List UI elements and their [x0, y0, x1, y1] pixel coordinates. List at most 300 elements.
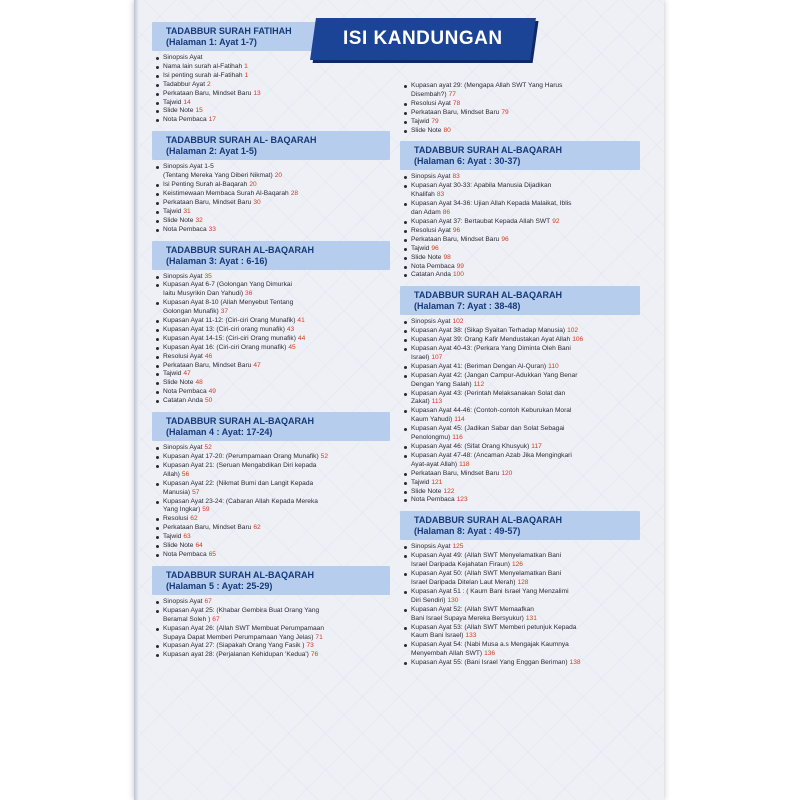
toc-entry-text: Kupasan ayat 28: (Perjalanan Kehidupan 'Kedua')	[163, 651, 309, 659]
toc-entry	[402, 552, 640, 561]
toc-entry	[154, 226, 390, 235]
toc-entry	[402, 488, 640, 497]
toc-entry	[402, 327, 640, 336]
toc-page-number: 52	[204, 444, 212, 452]
toc-page-number: 96	[431, 244, 439, 252]
page-spine-shadow	[134, 0, 139, 800]
toc-page-number: 67	[204, 597, 212, 605]
toc-entry	[154, 299, 390, 308]
toc-entry	[402, 588, 640, 597]
toc-page-number: 15	[195, 107, 203, 115]
toc-entry-text: Slide Note	[163, 542, 194, 550]
toc-entry-text: Tajwid	[411, 117, 430, 125]
toc-page-number: 47	[253, 361, 261, 369]
toc-entry	[402, 218, 640, 227]
toc-page-number: 80	[443, 126, 451, 134]
toc-entry	[154, 281, 390, 290]
toc-entry-text: Beramal Soleh )	[163, 615, 211, 623]
toc-page-number: 31	[183, 207, 191, 215]
toc-entry-text: Kupasan Ayat 49: (Allah SWT Menyelamatkan Bani	[411, 552, 562, 560]
toc-entry-text: Kupasan Ayat 40-43: (Perkara Yang Diminta Oleh Bani	[411, 345, 571, 353]
toc-entry	[154, 326, 390, 335]
section-subtitle: (Halaman 7: Ayat : 38-48)	[414, 301, 521, 312]
toc-entry-text: Kupasan Ayat 34-36: Ujian Allah Kepada Malaikat, Iblis	[411, 200, 572, 208]
toc-entry-text: Kupasan Ayat 45: (Jadikan Sabar dan Solat Sebagai	[411, 425, 565, 433]
toc-page-number: 33	[208, 225, 216, 233]
toc-entry-text: Perkataan Baru, Mindset Baru	[163, 524, 252, 532]
section-title: TADABBUR SURAH AL-BAQARAH	[414, 515, 562, 526]
toc-page-number: 14	[183, 98, 191, 106]
toc-entry-text: Nota Pembaca	[411, 496, 455, 504]
section-header	[400, 511, 640, 540]
toc-page-number: 133	[465, 632, 477, 640]
toc-entry	[402, 209, 640, 218]
toc-entry-text: Sinopsis Ayat	[163, 444, 203, 452]
toc-page-number: 50	[204, 397, 213, 405]
toc-entry-text: Kupasan Ayat 27: (Siapakah Orang Yang Fasik )	[163, 642, 305, 650]
book-page	[134, 0, 664, 800]
toc-entry	[402, 496, 640, 505]
toc-page-number: 107	[431, 353, 443, 361]
toc-entry-text: Israel)	[411, 353, 430, 361]
toc-entry	[402, 372, 640, 381]
toc-entry-text: Bani Israel Supaya Mereka Bersyukur)	[411, 614, 524, 622]
toc-entry	[154, 208, 390, 217]
toc-entry	[402, 615, 640, 624]
toc-entry-text: dan Adam	[411, 209, 441, 217]
toc-entry	[402, 624, 640, 633]
toc-entry-text: Sinopsis Ayat	[163, 54, 203, 61]
toc-entry-text: Resolusi	[163, 515, 189, 523]
toc-page-number: 28	[290, 189, 299, 197]
toc-entry-text: Sinopsis Ayat	[411, 173, 451, 181]
toc-page-number: 79	[501, 108, 509, 116]
toc-entry	[154, 199, 390, 208]
toc-entry-text: Nota Pembaca	[163, 225, 207, 233]
toc-page-number: 98	[443, 253, 451, 261]
toc-entry	[402, 470, 640, 479]
toc-page-number: 123	[456, 496, 468, 504]
toc-entry-text: Sinopsis Ayat	[411, 318, 451, 326]
toc-section	[402, 286, 640, 505]
toc-page-number: 77	[448, 90, 456, 98]
toc-page-number: 43	[286, 325, 295, 333]
toc-page-number: 86	[442, 209, 451, 217]
toc-entry	[402, 91, 640, 100]
toc-page-number: 2	[207, 80, 211, 88]
toc-page-number: 126	[511, 561, 523, 569]
toc-entry	[154, 379, 390, 388]
toc-page-number: 92	[552, 217, 560, 225]
toc-entry-text: Nota Pembaca	[411, 262, 455, 270]
toc-list	[402, 82, 640, 135]
toc-entry	[402, 336, 640, 345]
toc-entry-text: Slide Note	[163, 107, 194, 115]
toc-entry	[154, 397, 390, 406]
toc-entry-text: Sinopsis Ayat 1-5	[163, 163, 214, 171]
toc-entry	[154, 290, 390, 299]
toc-entry-text: Kupasan Ayat 6-7 (Golongan Yang Dimurkai	[163, 281, 293, 289]
toc-page-number: 59	[202, 506, 210, 514]
toc-entry-text: Kupasan Ayat 55: (Bani Israel Yang Enggan Beriman)	[411, 659, 568, 667]
toc-page-number: 106	[572, 336, 584, 344]
toc-page-number: 99	[456, 262, 464, 270]
toc-list	[154, 444, 390, 560]
toc-entry-text: Tajwid	[411, 478, 430, 486]
toc-entry	[402, 182, 640, 191]
section-title: TADABBUR SURAH AL-BAQARAH	[166, 416, 314, 427]
section-header	[152, 241, 390, 270]
toc-page-number: 122	[443, 487, 455, 495]
toc-entry	[402, 100, 640, 109]
section-subtitle: (Halaman 6: Ayat : 30-37)	[414, 156, 521, 167]
toc-entry	[402, 354, 640, 363]
toc-page-number: 30	[253, 198, 261, 206]
toc-entry	[154, 551, 390, 560]
toc-entry-text: Slide Note	[411, 126, 442, 134]
toc-entry-text: Zakat)	[411, 398, 430, 406]
toc-entry-text: Sinopsis Ayat	[163, 272, 203, 280]
toc-entry	[402, 632, 640, 641]
section-subtitle: (Halaman 3: Ayat : 6-16)	[166, 255, 268, 266]
toc-page-number: 1	[244, 71, 249, 79]
toc-page-number: 116	[452, 434, 463, 442]
toc-page-number: 114	[454, 416, 465, 424]
toc-page-number: 136	[484, 650, 496, 658]
toc-entry	[154, 489, 390, 498]
toc-entry-text: Manusia)	[163, 488, 191, 496]
toc-entry-text: Khalifah	[411, 191, 435, 199]
toc-entry-text: Kupasan Ayat 44-46: (Contoh-contoh Keburukan Moral	[411, 407, 572, 415]
toc-entry-text: Slide Note	[163, 379, 194, 387]
toc-entry-text: Kupasan Ayat 41: (Beriman Dengan Al-Quran)	[411, 362, 547, 370]
toc-entry	[402, 173, 640, 182]
toc-page-number: 1	[244, 62, 248, 70]
toc-page-number: 110	[548, 362, 559, 370]
toc-entry	[402, 641, 640, 650]
toc-entry	[154, 462, 390, 471]
toc-entry-text: Tadabbur Ayat	[163, 80, 206, 88]
toc-entry-text: Catatan Anda	[163, 397, 203, 405]
toc-entry-text: Israel Daripada Ditelan Laut Merah)	[411, 578, 516, 586]
toc-entry	[154, 344, 390, 353]
toc-entry	[402, 398, 640, 407]
toc-entry-text: Israel Daripada Kejahatan Firaun)	[411, 561, 510, 569]
toc-entry	[402, 561, 640, 570]
toc-page-number: 78	[452, 99, 461, 107]
section-header	[152, 412, 390, 441]
toc-entry	[154, 370, 390, 379]
toc-entry-text: Resolusi Ayat	[411, 226, 451, 234]
toc-entry-text: Perkataan Baru, Mindset Baru	[163, 89, 252, 97]
toc-entry-text: Kupasan Ayat 37: Bertaubat Kepada Allah SWT	[411, 217, 551, 225]
toc-entry	[154, 444, 390, 453]
toc-list	[154, 54, 390, 125]
toc-entry	[154, 598, 390, 607]
toc-entry	[154, 542, 390, 551]
toc-entry	[402, 109, 640, 118]
toc-entry	[402, 416, 640, 425]
banner-title: ISI KANDUNGAN	[343, 28, 503, 49]
toc-entry	[402, 200, 640, 209]
toc-entry-text: Isi Penting Surah al-Baqarah	[163, 181, 248, 189]
toc-page-number: 83	[436, 191, 445, 199]
toc-entry	[154, 107, 390, 116]
toc-entry	[154, 515, 390, 524]
toc-entry	[402, 271, 640, 280]
toc-entry-text: Isi penting surah al-Fatihah	[163, 71, 243, 79]
toc-entry	[402, 407, 640, 416]
toc-entry-text: Kupasan Ayat 16: (Ciri-ciri Orang munafik)	[163, 343, 287, 351]
toc-entry-text: Resolusi Ayat	[411, 99, 451, 107]
toc-entry-text: Kupasan Ayat 50: (Allah SWT Menyelamatkan Bani	[411, 570, 562, 578]
toc-page-number: 125	[452, 543, 464, 551]
toc-entry	[402, 606, 640, 615]
toc-entry-text: Allah)	[163, 470, 180, 478]
toc-entry	[154, 308, 390, 317]
section-header	[152, 131, 390, 160]
toc-entry-text: Nota Pembaca	[163, 388, 207, 396]
toc-entry	[154, 616, 390, 625]
toc-entry	[402, 579, 640, 588]
left-column	[154, 22, 390, 666]
section-title: TADABBUR SURAH FATIHAH	[166, 26, 292, 36]
toc-entry-text: Perkataan Baru, Mindset Baru	[163, 198, 252, 206]
toc-list	[154, 598, 390, 660]
toc-entry-text: Sinopsis Ayat	[411, 543, 451, 551]
toc-entry-text: Slide Note	[411, 253, 442, 261]
section-title: TADABBUR SURAH AL-BAQARAH	[166, 569, 314, 580]
toc-entry	[154, 190, 390, 199]
toc-page-number: 63	[183, 533, 191, 541]
toc-page-number: 56	[181, 470, 190, 478]
toc-entry-text: Nama lain surah al-Fatihah	[163, 62, 243, 70]
toc-section	[402, 141, 640, 280]
toc-entry	[402, 118, 640, 127]
toc-entry	[402, 659, 640, 668]
toc-entry-text: Kupasan Ayat 39: Orang Kafir Mendustakan Ayat Allah	[411, 336, 571, 344]
toc-entry	[154, 335, 390, 344]
toc-page-number: 96	[501, 235, 509, 243]
toc-list	[154, 273, 390, 407]
toc-entry	[402, 425, 640, 434]
toc-entry	[154, 90, 390, 99]
toc-page-number: 128	[517, 578, 529, 586]
toc-entry	[154, 625, 390, 634]
toc-entry	[154, 524, 390, 533]
toc-page-number: 67	[212, 615, 220, 623]
toc-page-number: 46	[204, 352, 213, 360]
section-header	[400, 141, 640, 170]
toc-entry-text: Nota Pembaca	[163, 550, 207, 558]
toc-entry-text: Iaitu Musyrikin Dan Yahudi)	[163, 290, 244, 298]
toc-entry	[402, 345, 640, 354]
toc-entry-text: Kupasan Ayat 43: (Perintah Melaksanakan Solat dan	[411, 389, 566, 397]
toc-page-number: 45	[288, 343, 296, 351]
section-subtitle: (Halaman 8: Ayat : 49-57)	[414, 526, 521, 537]
toc-list	[402, 173, 640, 280]
toc-entry-text: Kupasan Ayat 51 : ( Kaum Bani Israel Yang Menzalimi	[411, 587, 569, 595]
toc-entry-text: Slide Note	[411, 487, 442, 495]
toc-entry-text: Perkataan Baru, Mindset Baru	[163, 361, 252, 369]
toc-page-number: 130	[447, 596, 459, 604]
toc-page-number: 76	[310, 651, 319, 659]
toc-page-number: 48	[195, 379, 203, 387]
toc-page-number: 102	[567, 327, 579, 335]
toc-entry	[402, 434, 640, 443]
toc-entry	[154, 533, 390, 542]
toc-page-number: 64	[195, 542, 203, 550]
toc-page-number: 20	[249, 181, 257, 189]
toc-entry-text: Kupasan Ayat 46: (Sifat Orang Khusyuk)	[411, 443, 530, 450]
toc-entry-text: Tajwid	[163, 533, 182, 541]
toc-entry	[402, 227, 640, 236]
toc-entry-text: Kupasan Ayat 47-48: (Ancaman Azab Jika Mengingkari	[411, 451, 572, 459]
toc-page-number: 102	[452, 318, 464, 326]
toc-page-number: 62	[253, 524, 261, 532]
toc-page-number: 73	[306, 642, 314, 650]
toc-page-number: 121	[431, 478, 443, 486]
toc-entry-text: Slide Note	[163, 216, 194, 224]
toc-page-number: 47	[183, 370, 191, 378]
toc-page-number: 120	[501, 469, 513, 477]
toc-entry-text: Kupasan ayat 29: (Mengapa Allah SWT Yang Harus	[411, 82, 563, 89]
toc-entry	[154, 81, 390, 90]
toc-entry-text: Kupasan Ayat 8-10 (Allah Menyebut Tentang	[163, 299, 294, 307]
toc-page-number: 13	[253, 89, 261, 97]
toc-entry-text: Kupasan Ayat 53: (Allah SWT Memberi petunjuk Kepada	[411, 623, 577, 631]
toc-entry-text: Kupasan Ayat 21: (Seruan Mengabdikan Diri kepada	[163, 461, 317, 469]
toc-entry-text: Kupasan Ayat 26: (Allah SWT Membuat Perumpamaan	[163, 624, 325, 632]
toc-page-number: 96	[452, 226, 461, 234]
toc-entry	[402, 263, 640, 272]
toc-entry	[402, 245, 640, 254]
toc-entry-text: Kupasan Ayat 11-12: (Ciri-ciri Orang Munafik)	[163, 317, 296, 325]
toc-entry	[402, 254, 640, 263]
toc-list	[402, 318, 640, 505]
toc-entry-text: Keistimewaan Membaca Surah Al-Baqarah	[163, 189, 289, 197]
section-title: TADABBUR SURAH AL- BAQARAH	[166, 135, 317, 146]
toc-entry	[154, 607, 390, 616]
toc-entry-text: Kupasan Ayat 25: (Khabar Gembira Buat Orang Yang	[163, 606, 320, 614]
section-header	[400, 286, 640, 315]
toc-entry	[154, 317, 390, 326]
toc-page-number: 62	[190, 515, 198, 523]
toc-page-number: 71	[315, 633, 323, 641]
toc-entry-text: Resolusi Ayat	[163, 352, 203, 360]
section-subtitle: (Halaman 5 : Ayat: 25-29)	[166, 580, 273, 591]
toc-page-number: 41	[297, 317, 305, 325]
toc-entry-text: Kupasan Ayat 54: (Nabi Musa a.s Mengajak Kaumnya	[411, 641, 569, 649]
toc-entry	[402, 461, 640, 470]
toc-entry	[402, 452, 640, 461]
toc-entry-text: Disembah?)	[411, 90, 447, 98]
toc-entry-text: Kupasan Ayat 38: (Sikap Syaitan Terhadap Manusia)	[411, 327, 566, 335]
section-title: TADABBUR SURAH AL-BAQARAH	[414, 290, 562, 301]
toc-entry-text: (Tentang Mereka Yang Diberi Nikmat)	[163, 172, 273, 180]
toc-entry	[154, 63, 390, 72]
toc-entry	[154, 217, 390, 226]
toc-entry-text: Kupasan Ayat 30-33: Apabila Manusia Dijadikan	[411, 182, 552, 190]
toc-section	[402, 511, 640, 668]
toc-entry-text: Perkataan Baru, Mindset Baru	[411, 108, 500, 116]
toc-entry	[402, 650, 640, 659]
toc-entry	[402, 318, 640, 327]
toc-page-number: 52	[320, 453, 328, 460]
section-header	[152, 566, 390, 595]
toc-entry	[154, 453, 390, 462]
toc-entry-text: Kupasan Ayat 14-15: (Ciri-ciri Orang munafik)	[163, 334, 296, 342]
toc-page-number: 100	[452, 271, 464, 279]
toc-section	[154, 241, 390, 407]
toc-page-number: 17	[208, 116, 216, 124]
toc-entry-text: Kupasan Ayat 22: (Nikmat Bumi dan Langit Kepada	[163, 479, 314, 487]
toc-entry	[402, 570, 640, 579]
toc-page-number: 32	[195, 216, 203, 224]
toc-entry	[154, 163, 390, 172]
toc-page-number: 44	[297, 334, 306, 342]
toc-page-number: 65	[208, 550, 216, 558]
right-column	[402, 79, 640, 674]
toc-entry	[154, 273, 390, 282]
toc-entry-text: Kupasan Ayat 23-24: (Cabaran Allah Kepada Mereka	[163, 497, 318, 505]
toc-entry	[154, 116, 390, 125]
toc-page-number: 112	[473, 380, 485, 388]
toc-entry	[154, 651, 390, 660]
toc-page-number: 57	[192, 488, 200, 496]
toc-page-number: 79	[431, 117, 439, 125]
toc-page-number: 131	[525, 614, 537, 622]
section-subtitle: (Halaman 4 : Ayat: 17-24)	[166, 427, 273, 438]
toc-entry	[154, 99, 390, 108]
toc-page-number: 138	[569, 659, 581, 667]
toc-entry-text: Penolongmu)	[411, 434, 451, 442]
toc-entry-text: Catatan Anda	[411, 271, 451, 279]
toc-section	[154, 566, 390, 660]
toc-page-number: 49	[208, 388, 216, 396]
toc-entry	[402, 381, 640, 390]
toc-page-number: 117	[531, 443, 542, 450]
toc-entry-text: Tajwid	[163, 370, 182, 378]
toc-entry-text: Supaya Dapat Memberi Perumpamaan Yang Jelas)	[163, 633, 314, 641]
toc-entry-text: Perkataan Baru, Mindset Baru	[411, 469, 500, 477]
toc-entry	[402, 127, 640, 136]
toc-page-number: 36	[245, 290, 253, 298]
toc-entry	[154, 642, 390, 651]
toc-entry-text: Diri Sendiri)	[411, 596, 446, 604]
section-subtitle: (Halaman 2: Ayat 1-5)	[166, 146, 257, 157]
toc-page-number: 35	[204, 272, 212, 280]
toc-entry	[402, 82, 640, 91]
toc-entry	[154, 498, 390, 507]
toc-page-number: 118	[459, 460, 470, 468]
toc-entry-text: Kupasan Ayat 17-20: (Perumpamaan Orang Munafik)	[163, 453, 319, 460]
toc-entry	[154, 181, 390, 190]
section-subtitle: (Halaman 1: Ayat 1-7)	[166, 37, 257, 47]
toc-entry-text: Kupasan Ayat 42: (Jangan Campur-Adukkan Yang Benar	[411, 371, 578, 379]
toc-entry-text: Golongan Munafik)	[163, 308, 219, 316]
toc-page-number: 37	[220, 308, 229, 316]
toc-entry	[402, 543, 640, 552]
toc-entry-text: Nota Pembaca	[163, 116, 207, 124]
toc-entry	[154, 72, 390, 81]
toc-list	[402, 543, 640, 668]
toc-entry	[154, 388, 390, 397]
toc-page-number: 20	[274, 172, 283, 180]
toc-entry	[402, 191, 640, 200]
toc-entry	[402, 443, 640, 452]
toc-entry	[154, 353, 390, 362]
